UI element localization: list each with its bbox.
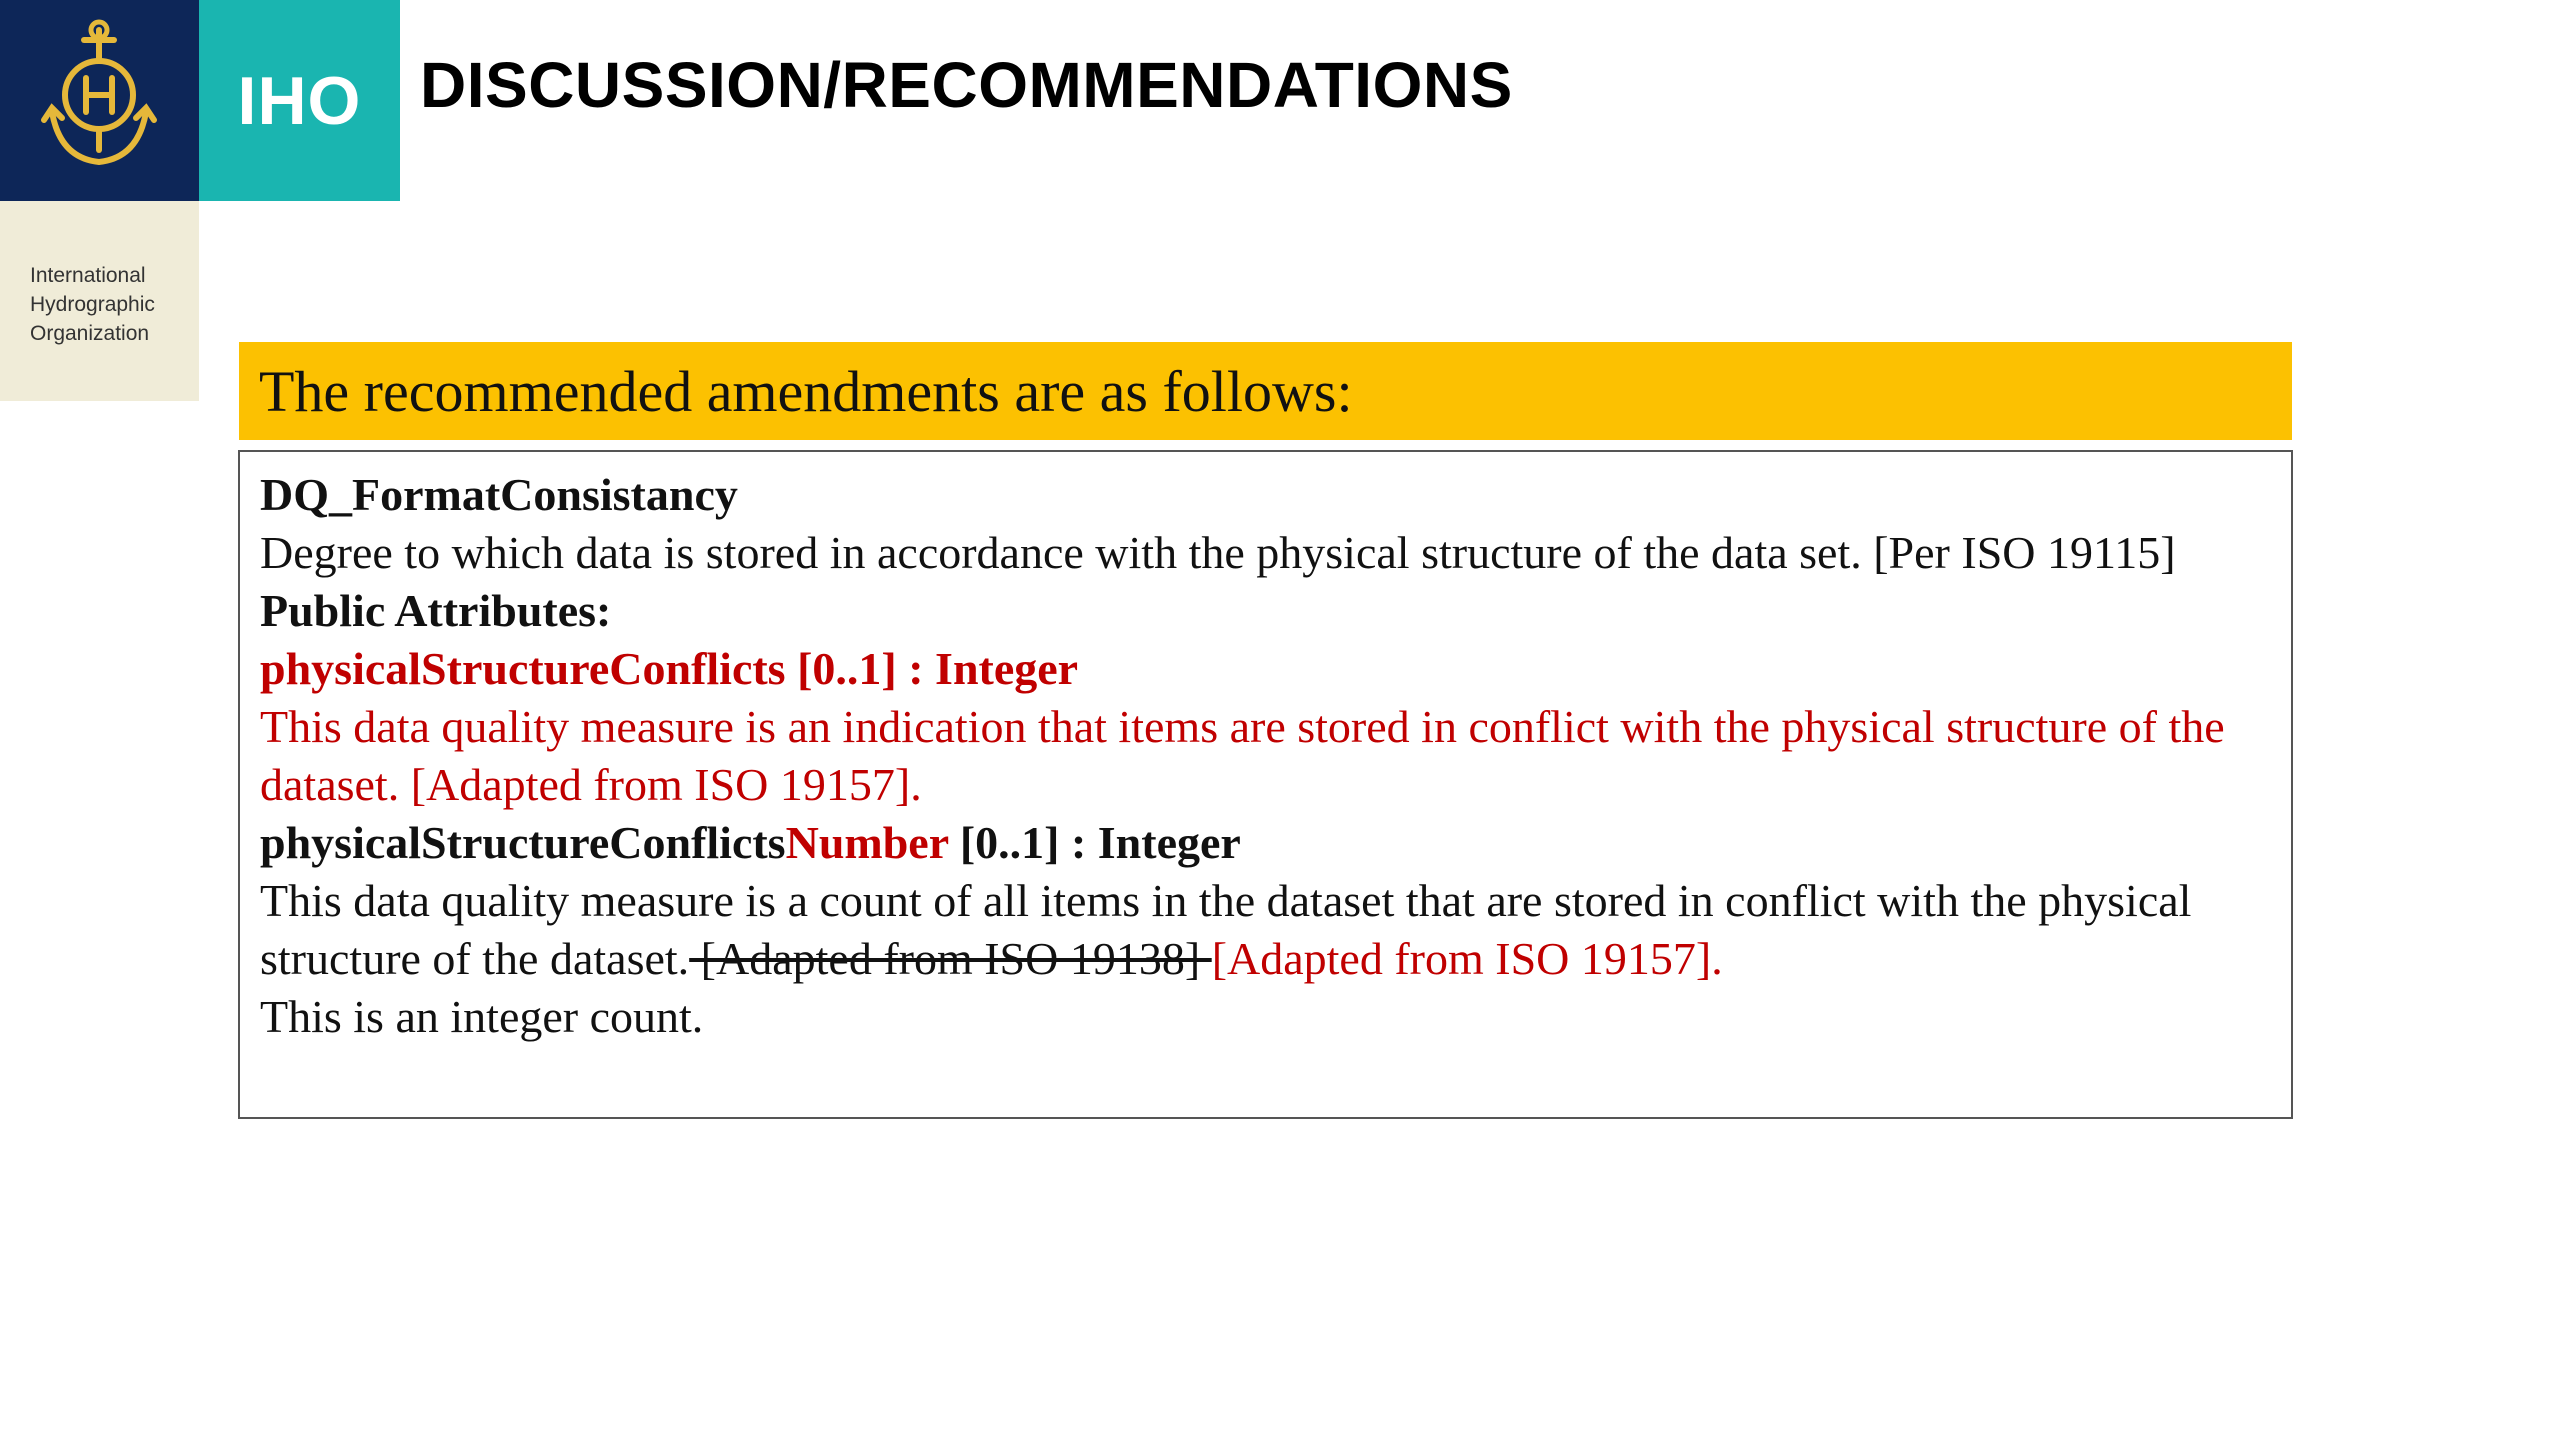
- org-name-line: Organization: [30, 322, 150, 345]
- attribute-signature-revised: [260, 814, 2271, 872]
- amendments-banner: [239, 342, 2292, 440]
- definition-text: This data quality measure is a count of all items in the dataset that are stored in conflict with the physical structure of the dataset.: [260, 875, 2192, 984]
- deleted-reference: [Adapted from ISO 19138]: [689, 933, 1212, 984]
- page-title: DISCUSSION/RECOMMENDATIONS: [420, 49, 1513, 121]
- org-name-line: International: [30, 264, 146, 287]
- anchor-crest-icon: [0, 0, 199, 201]
- amendment-box: [238, 450, 2293, 1119]
- org-name-line: Hydrographic: [30, 293, 155, 316]
- attributes-heading: Public Attributes:: [260, 585, 612, 636]
- attribute-note: This is an integer count.: [260, 991, 704, 1042]
- inserted-reference: [Adapted from ISO 19157].: [1211, 933, 1723, 984]
- banner-text: The recommended amendments are as follows:: [259, 358, 1353, 424]
- class-name: DQ_FormatConsistancy: [260, 469, 738, 520]
- attribute-signature: physicalStructureConflicts [0..1] : Integer: [260, 643, 1079, 694]
- iho-emblem: [0, 0, 199, 201]
- iho-logo-tile: IHO: [199, 0, 400, 201]
- attribute-definition-revised: [260, 872, 2271, 988]
- class-definition: Degree to which data is stored in accordance with the physical structure of the data set. [Per ISO 19115]: [260, 527, 2176, 578]
- attribute-type: [0..1] : Integer: [948, 817, 1241, 868]
- org-name: [30, 261, 155, 348]
- attribute-name-base: physicalStructureConflicts: [260, 817, 786, 868]
- attribute-definition: This data quality measure is an indication that items are stored in conflict with the physical structure of the dataset. [Adapted from ISO 19157].: [260, 701, 2225, 810]
- org-name-block: [0, 201, 199, 401]
- attribute-name-insertion: Number: [785, 817, 949, 868]
